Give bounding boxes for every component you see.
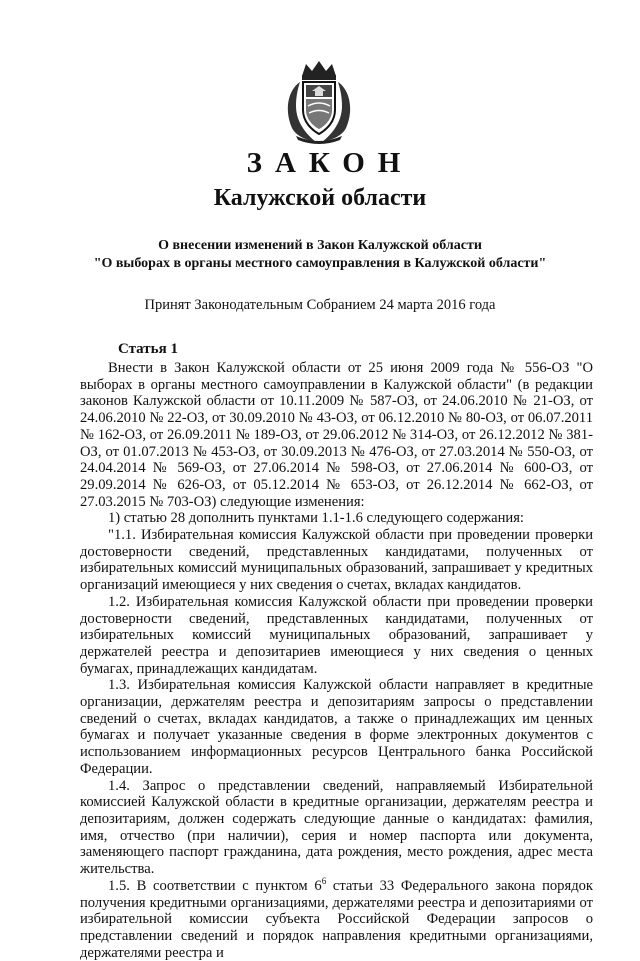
law-heading <box>0 237 640 273</box>
amendment-item-1: 1) статью 28 дополнить пунктами 1.1-1.6 следующего содержания: <box>108 510 524 527</box>
paragraph-1-1: "1.1. Избирательная комиссия Калужской области при проведении проверки достоверности сведений, представленных кандидатами, полученных от избирательных комиссий муниципальных образований, запрашивает у кредитных организаций имеющиеся у них сведения о счетах, вкладах кандидатов. <box>80 527 593 594</box>
paragraph-1-4: 1.4. Запрос о представлении сведений, направляемый Избирательной комиссией Калужской области в кредитные организации, держателям реестра и депозитариям, должен содержать следующие данные о кандидатах: фамилия, имя, отчество (при наличии), серия и номер паспорта или документа, заменяющего паспорт гражданина, дата рождения, место рождения, адрес места жительства. <box>80 777 593 878</box>
coat-of-arms-emblem <box>282 58 356 144</box>
article-title: Статья 1 <box>118 341 178 357</box>
law-heading-line2: "О выборах в органы местного самоуправления в Калужской области" <box>93 256 547 271</box>
paragraph-1-5-start: 1.5. В соответствии с пунктом 6 <box>108 877 322 894</box>
paragraph-1-5-superscript: 6 <box>321 875 327 886</box>
article-body <box>80 360 593 961</box>
document-subtitle: Калужской области <box>213 185 427 211</box>
adoption-note: Принят Законодательным Собранием 24 марта 2016 года <box>144 297 496 313</box>
law-heading-line1: О внесении изменений в Закон Калужской области <box>158 238 482 253</box>
article-intro: Внести в Закон Калужской области от 25 июня 2009 года № 556-ОЗ "О выборах в органы местного самоуправлении в Калужской области" (в редакции законов Калужской области от 10.11.2009 № 587-ОЗ, от 24.06.2010 № 21-ОЗ, от 24.06.2010 № 22-ОЗ, от 30.09.2010 № 43-ОЗ, от 06.12.2010 № 80-ОЗ, от 06.07.2011 № 162-ОЗ, от 26.09.2011 № 189-ОЗ, от 29.06.2012 № 314-ОЗ, от 26.12.2012 № 381-ОЗ, от 01.07.2013 № 453-ОЗ, от 30.09.2013 № 476-ОЗ, от 27.03.2014 № 550-ОЗ, от 24.04.2014 № 569-ОЗ, от 27.06.2014 № 598-ОЗ, от 27.06.2014 № 600-ОЗ, от 29.09.2014 № 626-ОЗ, от 05.12.2014 № 653-ОЗ, от 26.12.2014 № 662-ОЗ, от 27.03.2015 № 703-ОЗ) следующие изменения: <box>80 360 593 510</box>
paragraph-1-5 <box>80 875 594 961</box>
document-title: ЗАКОН <box>246 147 414 179</box>
paragraph-1-5-rest: статьи 33 Федерального закона порядок получения кредитными организациями, держателями реестра и депозитариями от избирательной комиссии субъекта Российской Федерации запросов о представлении сведений и порядок направления кредитными организациями, держателями реестра и <box>80 877 594 961</box>
paragraph-1-3: 1.3. Избирательная комиссия Калужской области направляет в кредитные организации, держателям реестра и депозитариям запросы о представлении сведений о счетах, вкладах кандидатов, а также о принадлежащих им ценных бумагах и получает указанные сведения в форме электронных документов с использованием информационных ресурсов Центрального банка Российской Федерации. <box>80 677 593 777</box>
paragraph-1-2: 1.2. Избирательная комиссия Калужской области при проведении проверки достоверности сведений, представленных кандидатами, полученных от избирательных комиссий муниципальных образований, запрашивает у держателей реестра и депозитариев имеющиеся у них сведения о ценных бумагах, принадлежащих кандидатам. <box>80 593 593 677</box>
